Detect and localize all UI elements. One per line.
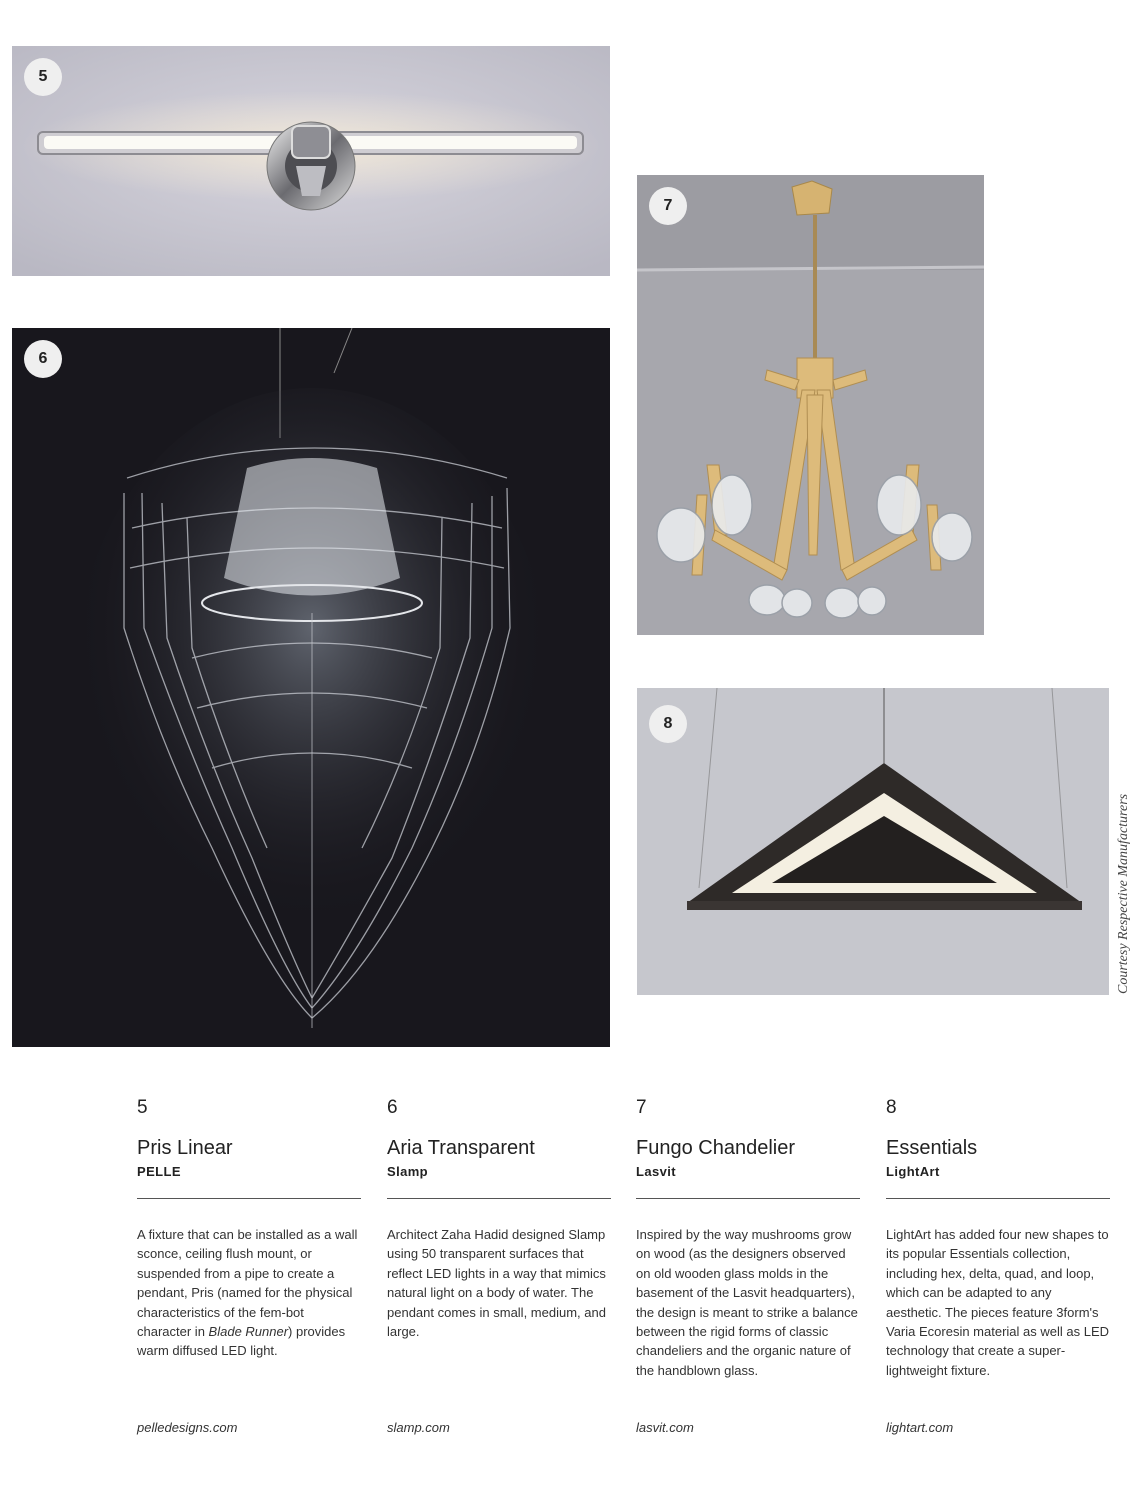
- item-description: LightArt has added four new shapes to its popular Essentials collection, including hex, delta, quad, and loop, which can be adapted to any aesthetic. The pieces feature 3form's Varia Ecoresin material as well as LED technology that create a super-lightweight fixture.: [886, 1227, 1110, 1378]
- photo-pris-linear: [12, 46, 610, 276]
- product-column-pris-linear: [137, 1097, 361, 1435]
- item-description: Architect Zaha Hadid designed Slamp using 50 transparent surfaces that reflect LED lights in a way that mimics natural light on a body of water. The pendant comes in small, medium, and large.: [387, 1227, 606, 1340]
- item-title: Essentials: [886, 1137, 978, 1159]
- item-maker: Lasvit: [636, 1164, 676, 1179]
- fungo-chandelier-image: [637, 175, 984, 635]
- divider: [387, 1198, 611, 1199]
- item-number: 7: [636, 1097, 647, 1118]
- product-column-essentials: [886, 1097, 1110, 1435]
- item-url-link[interactable]: pelledesigns.com: [137, 1420, 238, 1435]
- divider: [636, 1198, 860, 1199]
- item-maker: PELLE: [137, 1164, 181, 1179]
- item-title: Pris Linear: [137, 1137, 233, 1159]
- photo-essentials: [637, 688, 1109, 995]
- photo-aria-transparent: [12, 328, 610, 1047]
- item-url-link[interactable]: lasvit.com: [636, 1420, 694, 1435]
- photo-number-badge: 6: [24, 340, 62, 378]
- item-description: A fixture that can be installed as a wall sconce, ceiling flush mount, or suspended from a pipe to create a pendant, Pris (named for the physical characteristics of the fem-bot character in Blade Runner) provides warm diffused LED light.: [137, 1227, 358, 1359]
- item-number: 8: [886, 1097, 897, 1118]
- item-title: Aria Transparent: [387, 1137, 535, 1159]
- photo-number-badge: 7: [649, 187, 687, 225]
- photo-credit: Courtesy Respective Manufacturers: [1116, 793, 1131, 994]
- aria-transparent-image: [12, 328, 610, 1047]
- item-number: 6: [387, 1097, 398, 1118]
- product-column-fungo-chandelier: [636, 1097, 860, 1435]
- item-number: 5: [137, 1097, 148, 1118]
- divider: [137, 1198, 361, 1199]
- item-title: Fungo Chandelier: [636, 1137, 795, 1159]
- photo-fungo-chandelier: [637, 175, 984, 635]
- divider: [886, 1198, 1110, 1199]
- item-description: Inspired by the way mushrooms grow on wood (as the designers observed on old wooden glass molds in the basement of the Lasvit headquarters), the design is meant to strike a balance between the rigid forms of classic chandeliers and the organic nature of the handblown glass.: [636, 1227, 858, 1378]
- photo-number-badge: 8: [649, 705, 687, 743]
- pris-linear-image: [12, 46, 610, 276]
- item-maker: Slamp: [387, 1164, 429, 1179]
- photo-number-badge: 5: [24, 58, 62, 96]
- essentials-image: [637, 688, 1109, 995]
- item-url-link[interactable]: lightart.com: [886, 1420, 954, 1435]
- item-maker: LightArt: [886, 1164, 940, 1179]
- item-url-link[interactable]: slamp.com: [387, 1420, 450, 1435]
- product-column-aria-transparent: [387, 1097, 611, 1435]
